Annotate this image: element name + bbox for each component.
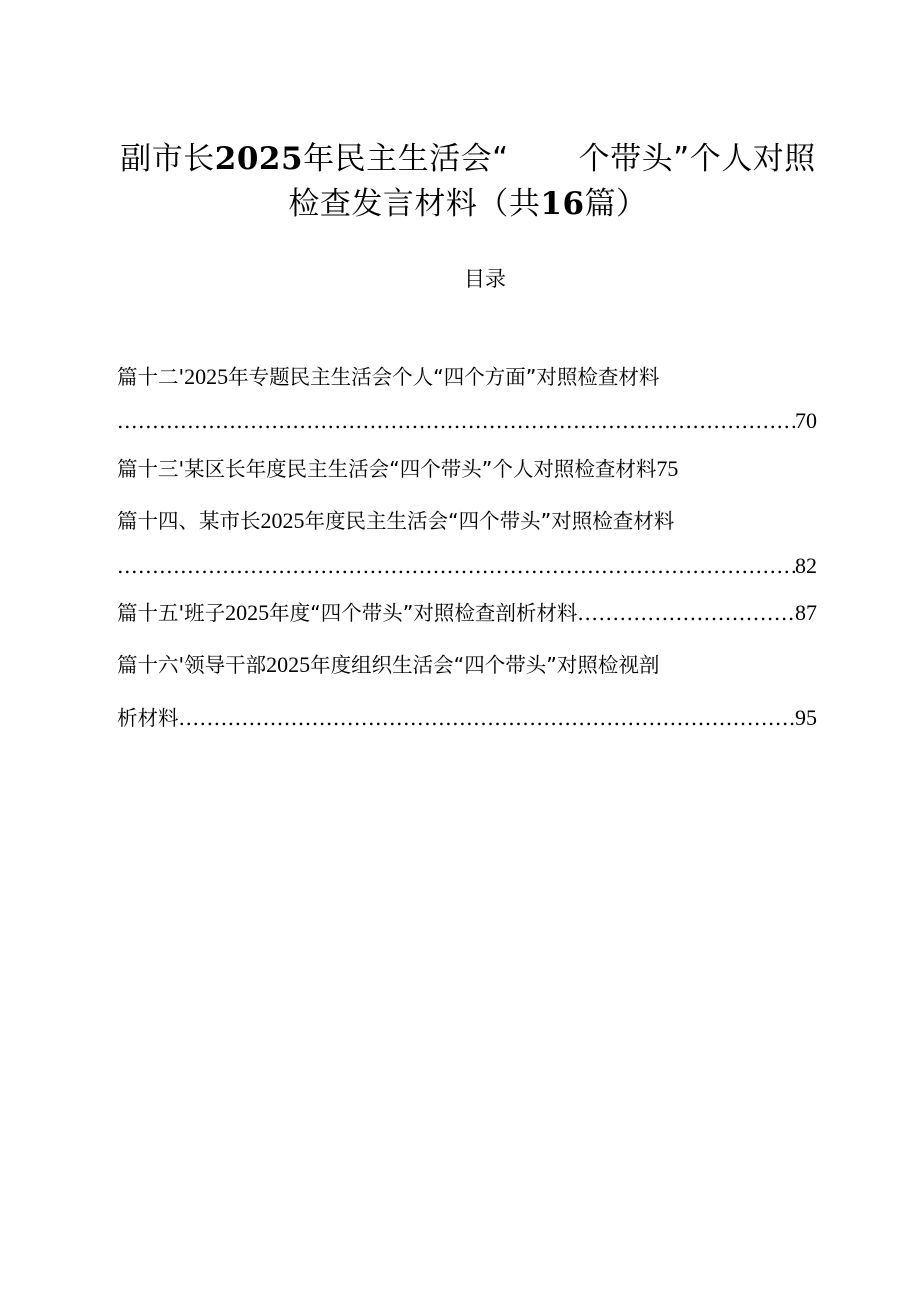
title-text: 检查发言材料（共 [288,186,541,222]
toc-page-number: 75 [656,456,679,481]
toc-entry-label: 篇十六'领导干部2025年度组织生活会“四个带头”对照检视剖 [117,652,660,677]
toc-entry-14-title[interactable] [117,506,817,536]
toc-entry-label-cont: 析材料 [117,706,179,730]
toc-page-number: 70 [795,408,817,433]
toc-entry-16-leader[interactable] [117,703,817,733]
toc-entry-13[interactable] [117,454,817,484]
toc-page-number: 95 [795,705,817,730]
toc-entry-label: 篇十五'班子2025年度“四个带头”对照检查剖析材料 [117,600,578,625]
toc-page-number: 87 [795,600,817,625]
toc-entry-14-leader[interactable] [117,551,817,581]
toc-entry-label: 篇十四、某市长2025年度民主生活会“四个带头”对照检查材料 [117,508,675,533]
toc-dot-leader [117,406,795,436]
toc-entry-12-title[interactable] [117,362,817,392]
document-title-line-1 [100,137,836,181]
title-year: 2025 [214,141,304,177]
toc-heading: 目录 [464,267,506,291]
title-count: 16 [540,186,585,222]
document-title-line-2 [100,182,836,226]
title-text: 篇） [584,186,648,222]
title-text: 副市长 [120,141,215,177]
toc-entry-label: 篇十三'某区长年度民主生活会“四个带头”个人对照检查材料 [117,457,657,481]
title-text: 个带头”个人对照 [578,141,816,177]
toc-entry-12-leader[interactable] [117,406,817,436]
toc-entry-16-title[interactable] [117,650,817,680]
title-text: 年民主生活会“ [303,141,509,177]
toc-dot-leader [179,703,796,733]
toc-dot-leader [577,598,795,628]
toc-entry-15[interactable] [117,598,817,628]
toc-page-number: 82 [795,553,817,578]
toc-dot-leader [117,551,795,581]
toc-entry-label: 篇十二'2025年专题民主生活会个人“四个方面”对照检查材料 [117,364,660,389]
